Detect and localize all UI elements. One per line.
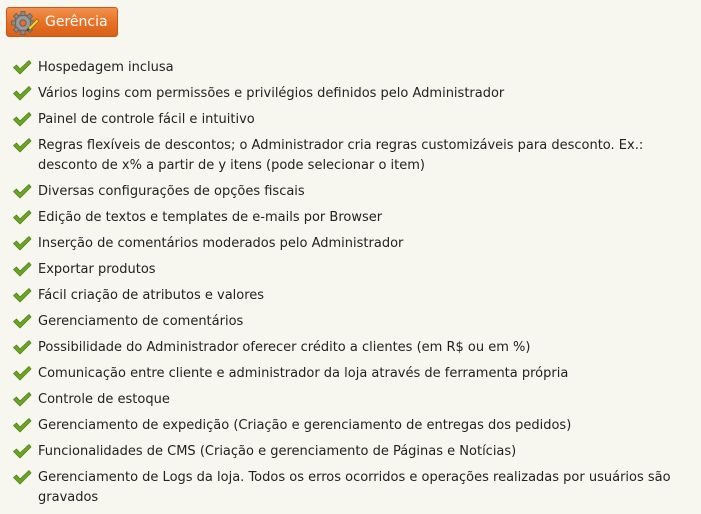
feature-text: Vários logins com permissões e privilégios definidos pelo Administrador — [38, 86, 505, 101]
checkmark-icon — [12, 111, 32, 127]
feature-list-item — [0, 182, 701, 202]
feature-text: Edição de textos e templates de e-mails por Browser — [38, 210, 383, 225]
checkmark-icon — [12, 313, 32, 329]
feature-text: Exportar produtos — [38, 262, 156, 277]
checkmark-icon — [12, 137, 32, 153]
feature-text: Painel de controle fácil e intuitivo — [38, 112, 255, 127]
feature-list-item — [0, 416, 701, 436]
feature-list-item — [0, 286, 701, 306]
feature-list-item — [0, 442, 701, 462]
feature-text: Gerenciamento de expedição (Criação e gerenciamento de entregas dos pedidos) — [38, 418, 572, 433]
feature-text: Comunicação entre cliente e administrador da loja através de ferramenta própria — [38, 366, 569, 381]
feature-text: Fácil criação de atributos e valores — [38, 288, 265, 303]
feature-list-item — [0, 84, 701, 104]
checkmark-icon — [12, 183, 32, 199]
feature-text: Hospedagem inclusa — [38, 60, 174, 75]
feature-list-item — [0, 364, 701, 384]
feature-text: Controle de estoque — [38, 392, 170, 407]
feature-list-item — [0, 468, 701, 508]
gear-icon — [10, 10, 40, 36]
feature-list-item — [0, 338, 701, 358]
feature-text: Regras flexíveis de descontos; o Administrador cria regras customizáveis para desconto. Ex.: desconto de x% a partir de y itens (pode selecionar o item) — [38, 138, 644, 173]
feature-list-item — [0, 260, 701, 280]
checkmark-icon — [12, 391, 32, 407]
feature-list-item — [0, 390, 701, 410]
feature-list-item — [0, 312, 701, 332]
feature-list-item — [0, 234, 701, 254]
checkmark-icon — [12, 469, 32, 485]
section-title: Gerência — [45, 14, 108, 30]
checkmark-icon — [12, 339, 32, 355]
feature-list-item — [0, 208, 701, 228]
checkmark-icon — [12, 261, 32, 277]
section-header-tab — [6, 7, 118, 37]
feature-text: Funcionalidades de CMS (Criação e gerenciamento de Páginas e Notícias) — [38, 444, 517, 459]
feature-list — [0, 58, 701, 514]
checkmark-icon — [12, 365, 32, 381]
checkmark-icon — [12, 85, 32, 101]
feature-list-item — [0, 136, 701, 176]
feature-list-item — [0, 58, 701, 78]
feature-text: Possibilidade do Administrador oferecer crédito a clientes (em R$ ou em %) — [38, 340, 531, 355]
feature-text: Gerenciamento de comentários — [38, 314, 244, 329]
checkmark-icon — [12, 235, 32, 251]
checkmark-icon — [12, 209, 32, 225]
feature-list-item — [0, 110, 701, 130]
feature-text: Inserção de comentários moderados pelo Administrador — [38, 236, 404, 251]
checkmark-icon — [12, 417, 32, 433]
feature-text: Gerenciamento de Logs da loja. Todos os erros ocorridos e operações realizadas por usuários são gravados — [38, 470, 671, 505]
feature-text: Diversas configurações de opções fiscais — [38, 184, 305, 199]
checkmark-icon — [12, 443, 32, 459]
checkmark-icon — [12, 287, 32, 303]
checkmark-icon — [12, 59, 32, 75]
